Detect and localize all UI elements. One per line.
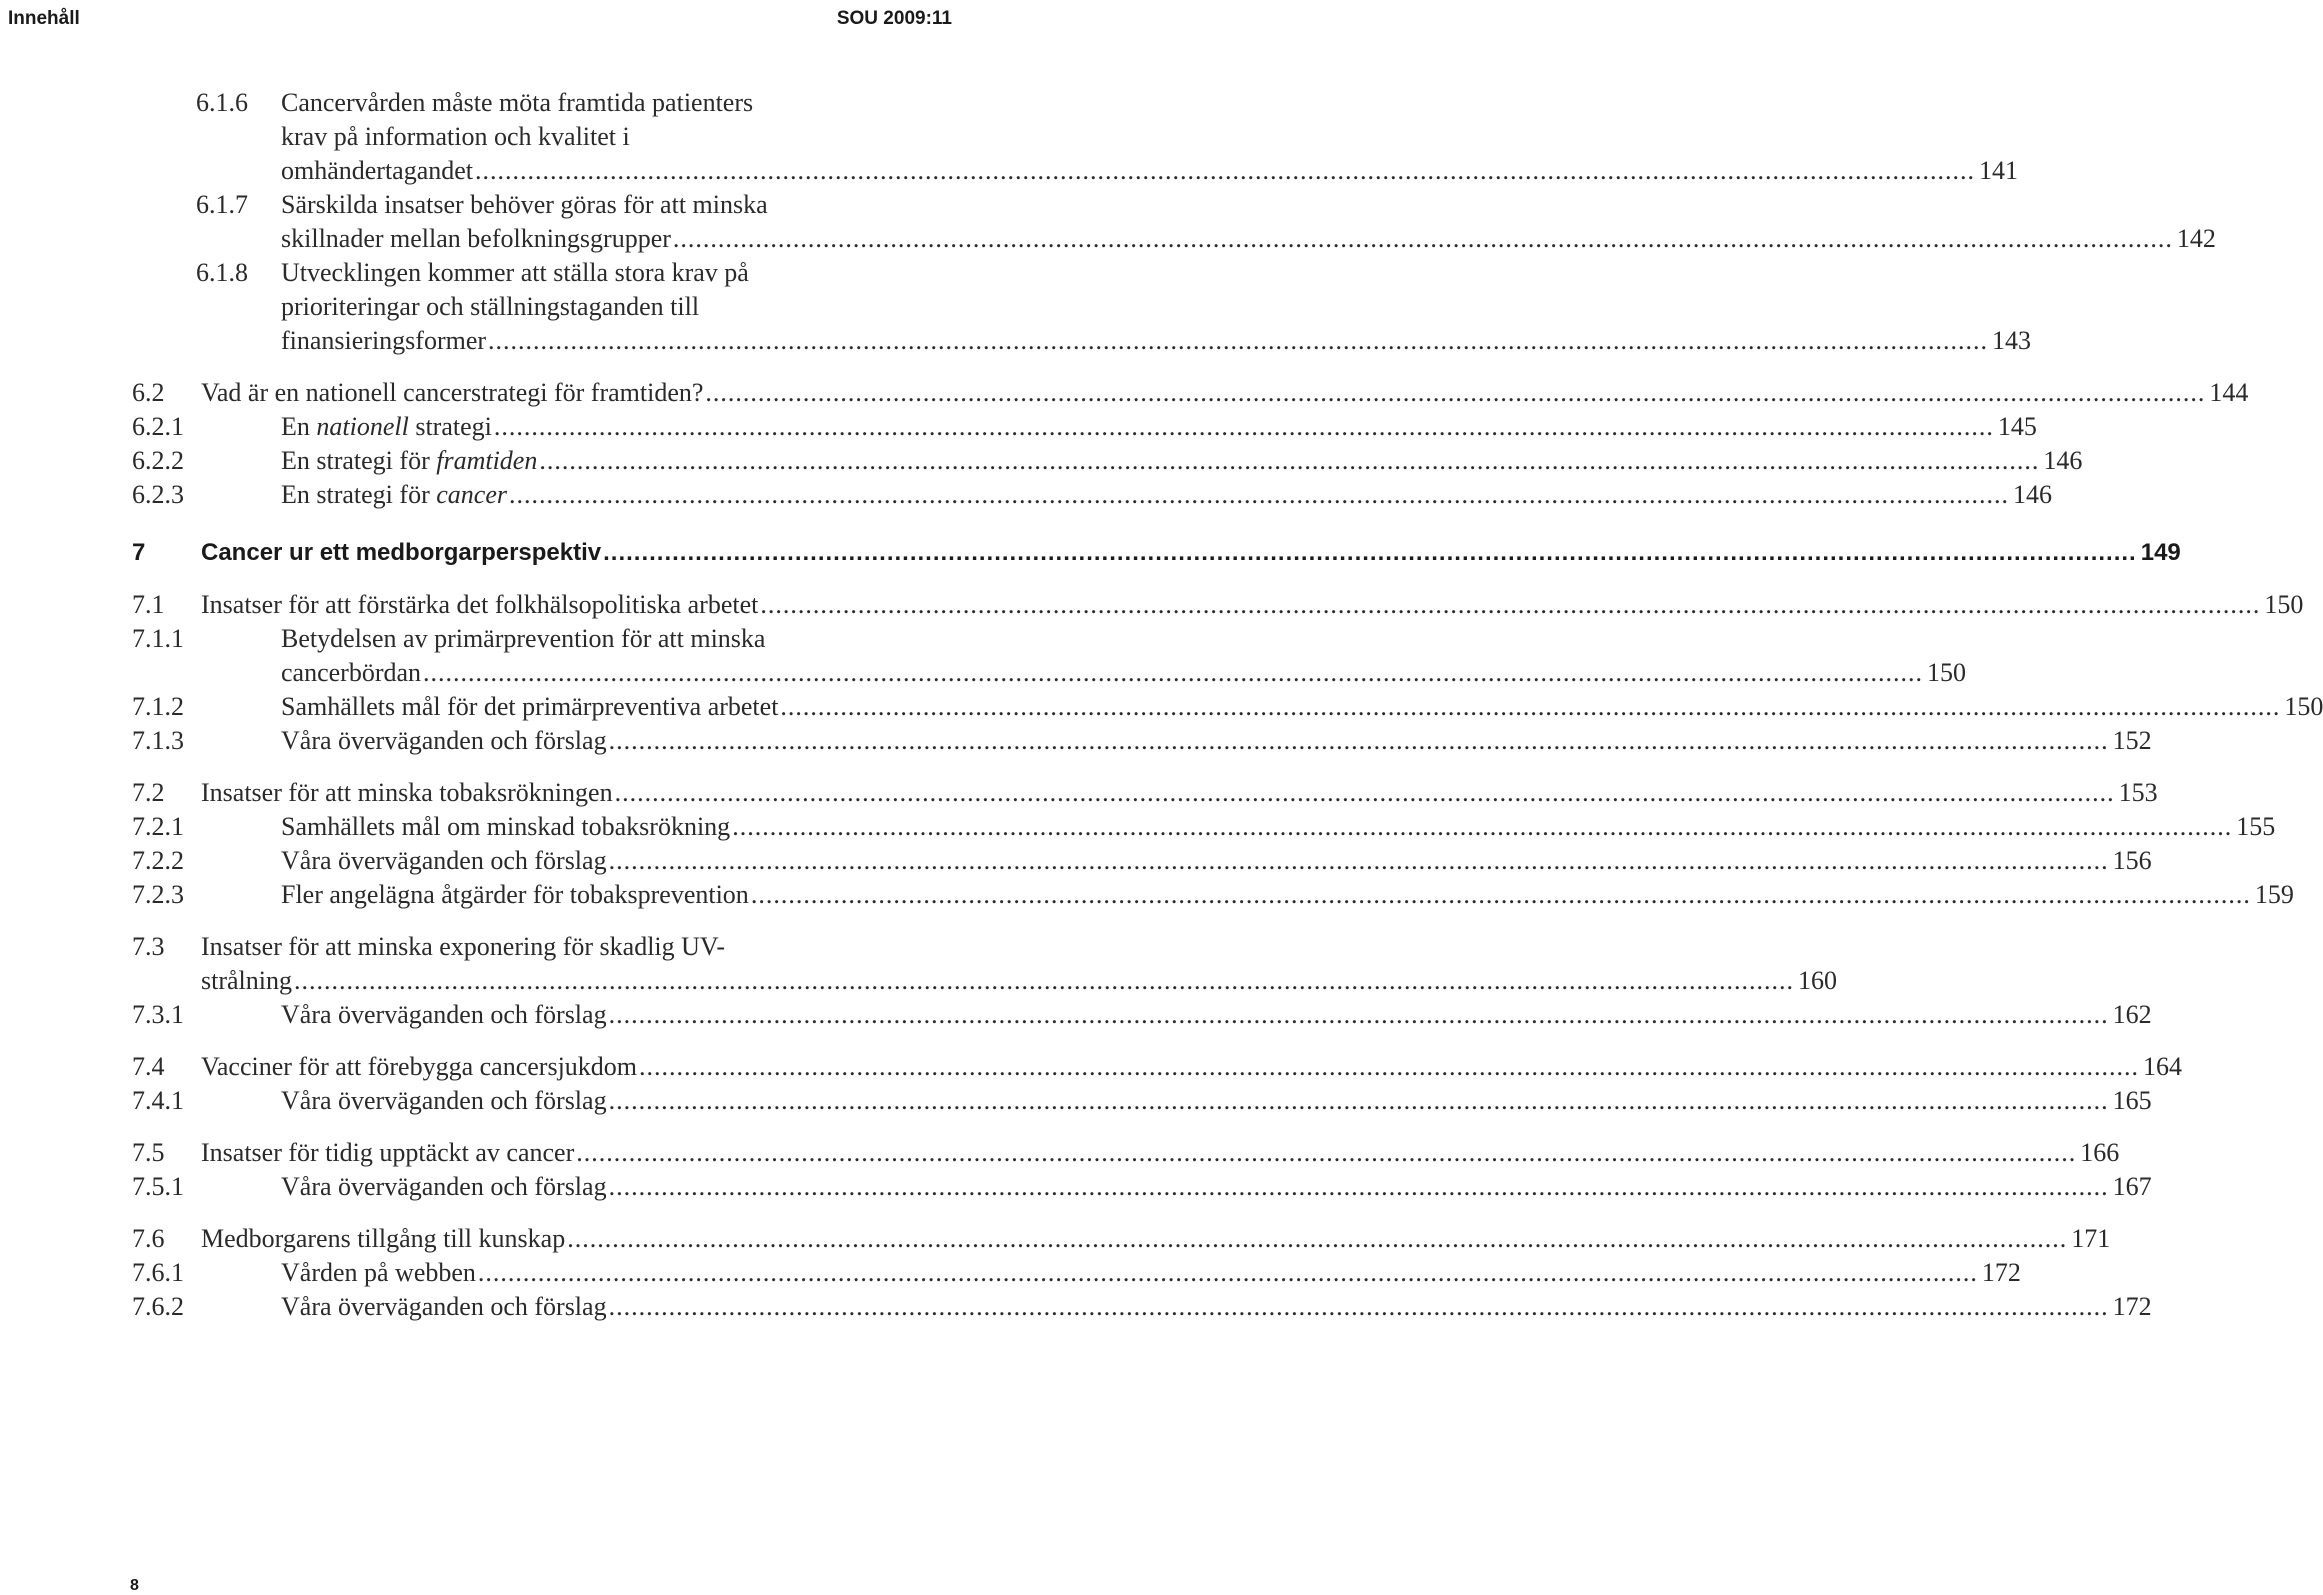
toc-entry-title: Vården på webben	[281, 1258, 476, 1287]
toc-entry-title-line: Särskilda insatser behöver göras för att minska	[281, 190, 768, 219]
toc-entry-title: Våra överväganden och förslag	[281, 846, 607, 875]
toc-entry-number: 7.4	[132, 1052, 165, 1081]
toc-entry-title-line: strålning	[201, 966, 292, 995]
toc-entry-page: 172	[2112, 1292, 2152, 1321]
dot-leader: ........................................................................................................................................................................................................	[780, 692, 2281, 721]
toc-chapter-entry[interactable]	[0, 536, 2181, 570]
toc-entry-page: 172	[1981, 1258, 2021, 1287]
toc-entry-page: 159	[2254, 880, 2294, 909]
dot-leader: ........................................................................................................................................................................................................	[488, 326, 1989, 355]
toc-entry-number: 6.2.2	[132, 446, 184, 475]
toc-entry-page: 144	[2209, 378, 2249, 407]
toc-entry[interactable]	[0, 878, 2294, 912]
dot-leader: ........................................................................................................................................................................................................	[576, 1138, 2077, 1167]
dot-leader: ........................................................................................................................................................................................................	[608, 846, 2109, 875]
toc-entry-number: 7.1.1	[132, 624, 184, 653]
toc-entry-number: 7.6.2	[132, 1292, 184, 1321]
toc-entry[interactable]	[0, 724, 2152, 758]
toc-entry-page: 149	[2140, 539, 2181, 566]
dot-leader: ........................................................................................................................................................................................................	[608, 1000, 2109, 1029]
toc-entry-page: 142	[2176, 224, 2216, 253]
toc-entry-number: 7.3.1	[132, 1000, 184, 1029]
toc-entry-page: 145	[1997, 412, 2037, 441]
dot-leader: ........................................................................................................................................................................................................	[732, 812, 2233, 841]
page-number: 8	[130, 1577, 139, 1594]
toc-entry-number: 7.3	[132, 932, 165, 961]
toc-entry-number: 6.2.1	[132, 412, 184, 441]
toc-entry[interactable]	[0, 1050, 2183, 1084]
toc-entry[interactable]	[0, 1170, 2152, 1204]
running-header	[0, 0, 960, 40]
toc-entry-number: 7.2.2	[132, 846, 184, 875]
toc-entry-title: Våra överväganden och förslag	[281, 1172, 607, 1201]
toc-entry-number: 6.1.6	[196, 88, 248, 117]
toc-entry[interactable]	[0, 1136, 2120, 1170]
toc-entry-page: 153	[2118, 778, 2158, 807]
toc-entry-title-line: krav på information och kvalitet i	[281, 122, 630, 151]
toc-entry-title-line: Cancervården måste möta framtida patienters	[281, 88, 754, 117]
toc-entry-title: Medborgarens tillgång till kunskap	[201, 1224, 566, 1253]
dot-leader: ........................................................................................................................................................................................................	[608, 726, 2109, 755]
toc-entry[interactable]	[0, 188, 2216, 256]
toc-entry-title: Vacciner för att förebygga cancersjukdom	[201, 1052, 638, 1081]
dot-leader: ........................................................................................................................................................................................................	[508, 480, 2009, 509]
toc-entry[interactable]	[0, 776, 2158, 810]
toc-entry-number: 6.1.7	[196, 190, 248, 219]
toc-entry-page: 166	[2080, 1138, 2120, 1167]
toc-entry-title: Insatser för att förstärka det folkhälsopolitiska arbetet	[201, 590, 759, 619]
toc-entry-number: 6.1.8	[196, 258, 248, 287]
dot-leader: ........................................................................................................................................................................................................	[608, 1292, 2109, 1321]
dot-leader: ........................................................................................................................................................................................................	[294, 966, 1794, 995]
table-of-contents	[0, 86, 2323, 1324]
toc-entry-title: Fler angelägna åtgärder för tobaksprevention	[281, 880, 749, 909]
toc-entry-page: 165	[2112, 1086, 2152, 1115]
toc-entry-page: 146	[2043, 446, 2083, 475]
toc-entry-page: 155	[2236, 812, 2276, 841]
toc-entry-page: 146	[2012, 480, 2052, 509]
toc-entry-title-line: prioriteringar och ställningstaganden till	[281, 292, 700, 321]
dot-leader: ........................................................................................................................................................................................................	[539, 446, 2040, 475]
toc-entry-title: Samhällets mål för det primärpreventiva arbetet	[281, 692, 779, 721]
toc-entry-number: 7.2.1	[132, 812, 184, 841]
toc-entry[interactable]	[0, 86, 2019, 188]
toc-entry[interactable]	[0, 810, 2276, 844]
toc-entry[interactable]	[0, 930, 1837, 998]
toc-entry-number: 7.6.1	[132, 1258, 184, 1287]
toc-entry-page: 167	[2112, 1172, 2152, 1201]
toc-entry-number: 7.2	[132, 778, 165, 807]
toc-entry-title: Samhällets mål om minskad tobaksrökning	[281, 812, 731, 841]
toc-entry-title: Våra överväganden och förslag	[281, 726, 607, 755]
toc-entry-title-line: Insatser för att minska exponering för skadlig UV-	[201, 932, 725, 961]
toc-entry[interactable]	[0, 410, 2037, 444]
toc-entry-page: 150	[2284, 692, 2323, 721]
section-label: Innehåll	[8, 8, 80, 29]
toc-entry-page: 150	[1927, 658, 1967, 687]
dot-leader: ........................................................................................................................................................................................................	[750, 880, 2251, 909]
toc-entry[interactable]	[0, 622, 1967, 690]
toc-entry-title: En strategi för cancer	[281, 480, 507, 509]
toc-entry-page: 141	[1979, 156, 2019, 185]
dot-leader: ........................................................................................................................................................................................................	[608, 1172, 2109, 1201]
toc-entry-number: 7	[132, 539, 146, 566]
toc-entry-page: 150	[2264, 590, 2304, 619]
toc-entry[interactable]	[0, 478, 2052, 512]
toc-entry-page: 156	[2112, 846, 2152, 875]
toc-entry[interactable]	[0, 444, 2083, 478]
toc-entry-title-line: Betydelsen av primärprevention för att minska	[281, 624, 766, 653]
toc-entry[interactable]	[0, 376, 2249, 410]
toc-entry-title: En strategi för framtiden	[281, 446, 538, 475]
toc-entry-page: 160	[1798, 966, 1837, 995]
toc-entry[interactable]	[0, 844, 2152, 878]
toc-entry[interactable]	[0, 690, 2323, 724]
toc-entry-title-line: omhändertagandet	[281, 156, 474, 185]
dot-leader: ........................................................................................................................................................................................................	[760, 590, 2261, 619]
dot-leader: ........................................................................................................................................................................................................	[672, 224, 2173, 253]
toc-entry-title-line: finansieringsformer	[281, 326, 487, 355]
toc-entry[interactable]	[0, 256, 2032, 358]
toc-entry-page: 164	[2143, 1052, 2183, 1081]
toc-entry-number: 7.5	[132, 1138, 165, 1167]
toc-entry-title: En nationell strategi	[281, 412, 492, 441]
dot-leader: ........................................................................................................................................................................................................	[477, 1258, 1978, 1287]
dot-leader: ........................................................................................................................................................................................................	[475, 156, 1976, 185]
toc-entry-number: 7.1	[132, 590, 165, 619]
dot-leader: ........................................................................................................................................................................................................	[493, 412, 1994, 441]
toc-entry-title: Cancer ur ett medborgarperspektiv	[201, 539, 602, 566]
toc-entry-title: Våra överväganden och förslag	[281, 1000, 607, 1029]
toc-entry-number: 7.4.1	[132, 1086, 184, 1115]
dot-leader: ........................................................................................................................................................................................................	[639, 1052, 2140, 1081]
toc-entry-title-line: skillnader mellan befolkningsgrupper	[281, 224, 671, 253]
toc-entry-title: Insatser för tidig upptäckt av cancer	[201, 1138, 575, 1167]
toc-entry-title: Våra överväganden och förslag	[281, 1086, 607, 1115]
toc-entry-number: 6.2.3	[132, 480, 184, 509]
dot-leader: ........................................................................................................................................................................................................	[705, 378, 2206, 407]
toc-entry-page: 152	[2112, 726, 2152, 755]
toc-entry-page: 143	[1992, 326, 2032, 355]
toc-entry[interactable]	[0, 1290, 2152, 1324]
dot-leader: ........................................................................................................................................................................................................	[603, 539, 2137, 566]
toc-entry-number: 7.6	[132, 1224, 165, 1253]
dot-leader: ........................................................................................................................................................................................................	[608, 1086, 2109, 1115]
toc-entry-title-line: cancerbördan	[281, 658, 422, 687]
toc-entry-number: 7.5.1	[132, 1172, 184, 1201]
toc-entry-title: Våra överväganden och förslag	[281, 1292, 607, 1321]
document-reference: SOU 2009:11	[836, 8, 952, 29]
dot-leader: ........................................................................................................................................................................................................	[423, 658, 1924, 687]
toc-entry-title: Vad är en nationell cancerstrategi för framtiden?	[201, 378, 704, 407]
toc-entry[interactable]	[0, 588, 2304, 622]
toc-entry[interactable]	[0, 1222, 2111, 1256]
dot-leader: ........................................................................................................................................................................................................	[567, 1224, 2068, 1253]
toc-entry-title-line: Utvecklingen kommer att ställa stora krav på	[281, 258, 749, 287]
toc-entry-number: 7.1.3	[132, 726, 184, 755]
toc-entry[interactable]	[0, 1084, 2152, 1118]
dot-leader: ........................................................................................................................................................................................................	[614, 778, 2115, 807]
toc-entry-number: 7.1.2	[132, 692, 184, 721]
toc-entry[interactable]	[0, 1256, 2021, 1290]
toc-entry-number: 6.2	[132, 378, 165, 407]
toc-entry[interactable]	[0, 998, 2152, 1032]
toc-entry-page: 162	[2112, 1000, 2152, 1029]
toc-entry-title: Insatser för att minska tobaksrökningen	[201, 778, 613, 807]
toc-entry-number: 7.2.3	[132, 880, 184, 909]
toc-entry-page: 171	[2071, 1224, 2111, 1253]
